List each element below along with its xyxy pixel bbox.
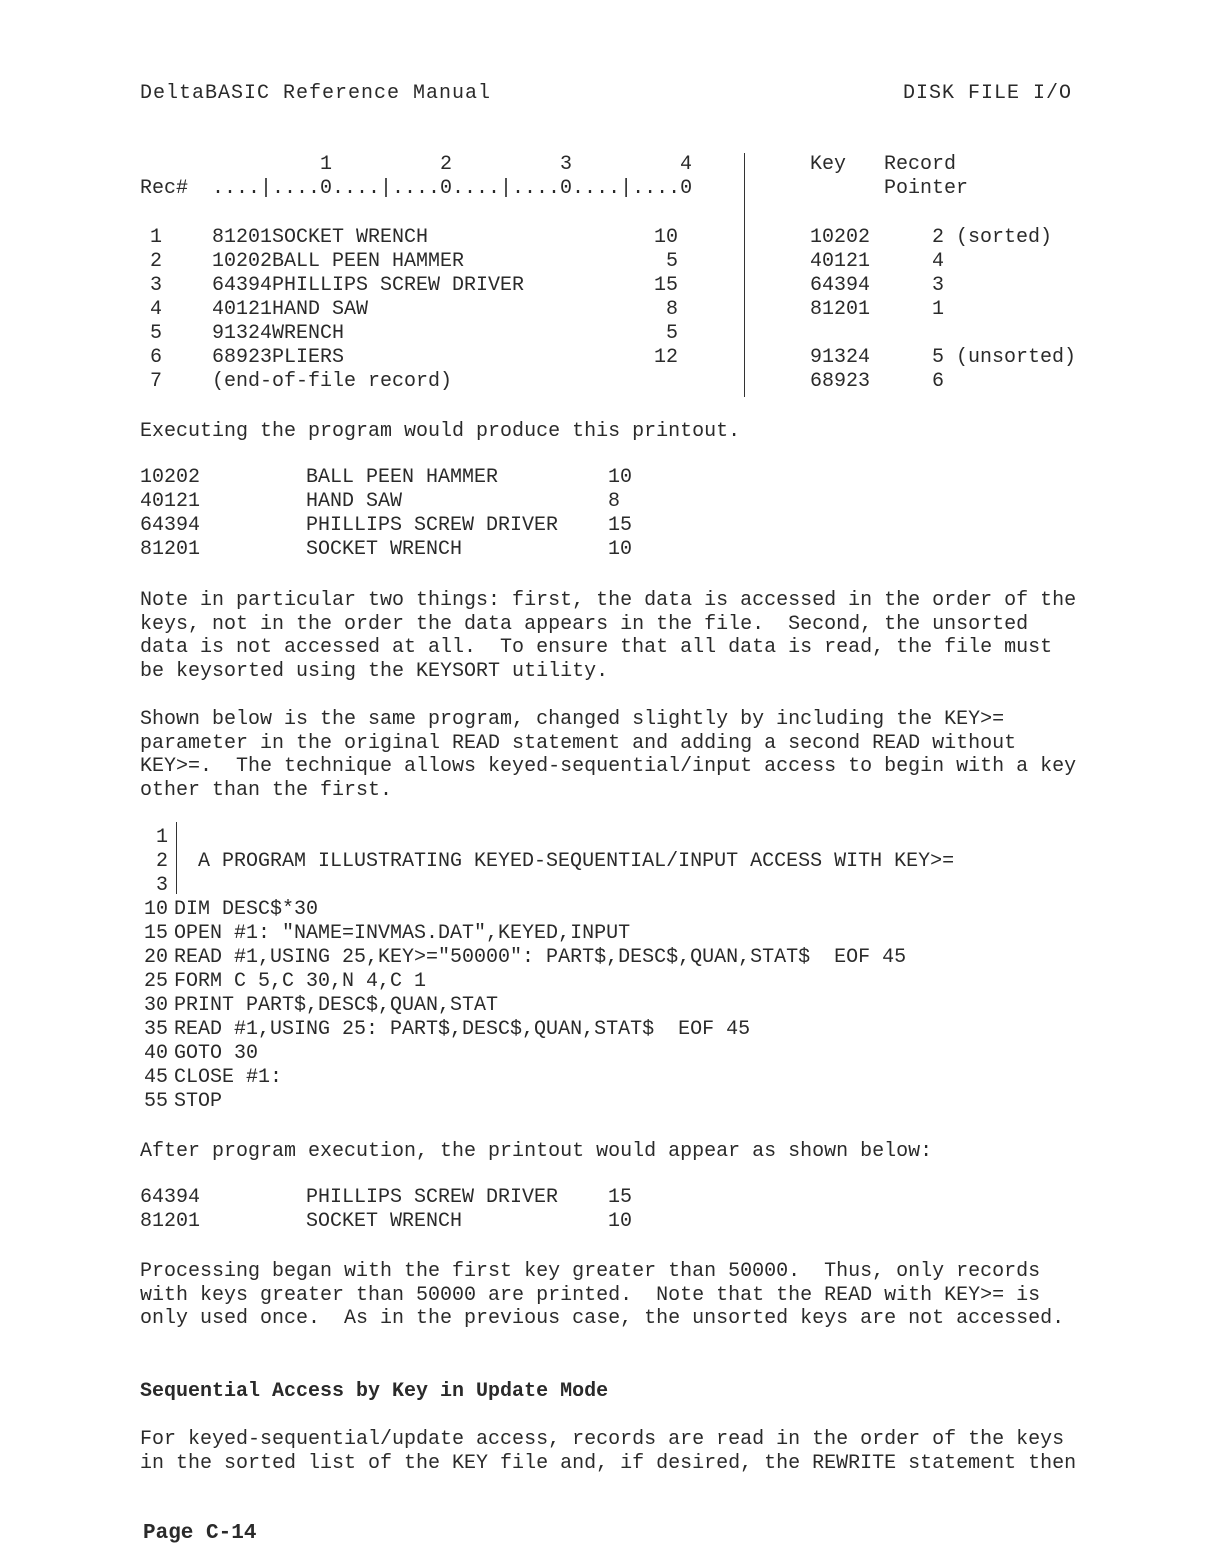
header-section: DISK FILE I/O <box>903 82 1073 105</box>
ruler-number: 1 <box>320 153 333 176</box>
paragraph: Note in particular two things: first, the data is accessed in the order of the keys, not in the order the data appears in the file. Second, the unsorted data is not accessed at all. To ensure that all data is read, the file must be keysorted using the KEYSORT utility. <box>140 589 1077 684</box>
paragraph: Executing the program would produce this printout. <box>140 420 741 443</box>
table-row: 1 81201SOCKET WRENCH 10 <box>150 226 678 249</box>
table-row: 7 (end-of-file record) <box>150 370 453 393</box>
table-row: 2 10202BALL PEEN HAMMER 5 <box>150 250 678 273</box>
paragraph: For keyed-sequential/update access, records are read in the order of the keys in the sorted list of the KEY file and, if desired, the REWRITE statement then <box>140 1428 1077 1475</box>
page-number: Page C-14 <box>143 1522 257 1545</box>
table-row: 3 64394PHILLIPS SCREW DRIVER 15 <box>150 274 678 297</box>
table-row: 4 40121HAND SAW 8 <box>150 298 678 321</box>
list-item: 91324 5 (unsorted) <box>810 346 1077 369</box>
column-ruler: ....|....0....|....0....|....0....|....0 <box>212 177 693 200</box>
ruler-number: 2 <box>440 153 453 176</box>
divider-line <box>744 153 745 397</box>
table-row: 6 68923PLIERS 12 <box>150 346 678 369</box>
list-item <box>810 322 1090 346</box>
header-title: DeltaBASIC Reference Manual <box>140 82 492 105</box>
data-file-records <box>140 226 700 394</box>
paragraph: After program execution, the printout would appear as shown below: <box>140 1140 933 1163</box>
list-item: 64394 3 <box>810 274 945 297</box>
section-heading: Sequential Access by Key in Update Mode <box>140 1380 609 1403</box>
table-row: 5 91324WRENCH 5 <box>150 322 678 345</box>
list-item: 10202 2 (sorted) <box>810 226 1053 249</box>
ruler-number: 4 <box>680 153 693 176</box>
comment-bar <box>176 822 177 894</box>
paragraph: Shown below is the same program, changed slightly by including the KEY>= parameter in the original READ statement and adding a second READ without KEY>=. The technique allows keyed-sequential/input access to begin with a key other than the first. <box>140 708 1077 803</box>
paragraph: Processing began with the first key greater than 50000. Thus, only records with keys greater than 50000 are printed. Note that the READ with KEY>= is only used once. As in the previous case, the unsorted keys are not accessed. <box>140 1260 1065 1331</box>
rec-label: Rec# <box>140 177 189 200</box>
key-file-list <box>810 226 1090 394</box>
list-item: 40121 4 <box>810 250 945 273</box>
list-item: 68923 6 <box>810 370 945 393</box>
key-header: Key <box>810 153 847 176</box>
list-item: 81201 1 <box>810 298 945 321</box>
record-pointer-header: Record Pointer <box>884 153 969 200</box>
ruler-number: 3 <box>560 153 573 176</box>
